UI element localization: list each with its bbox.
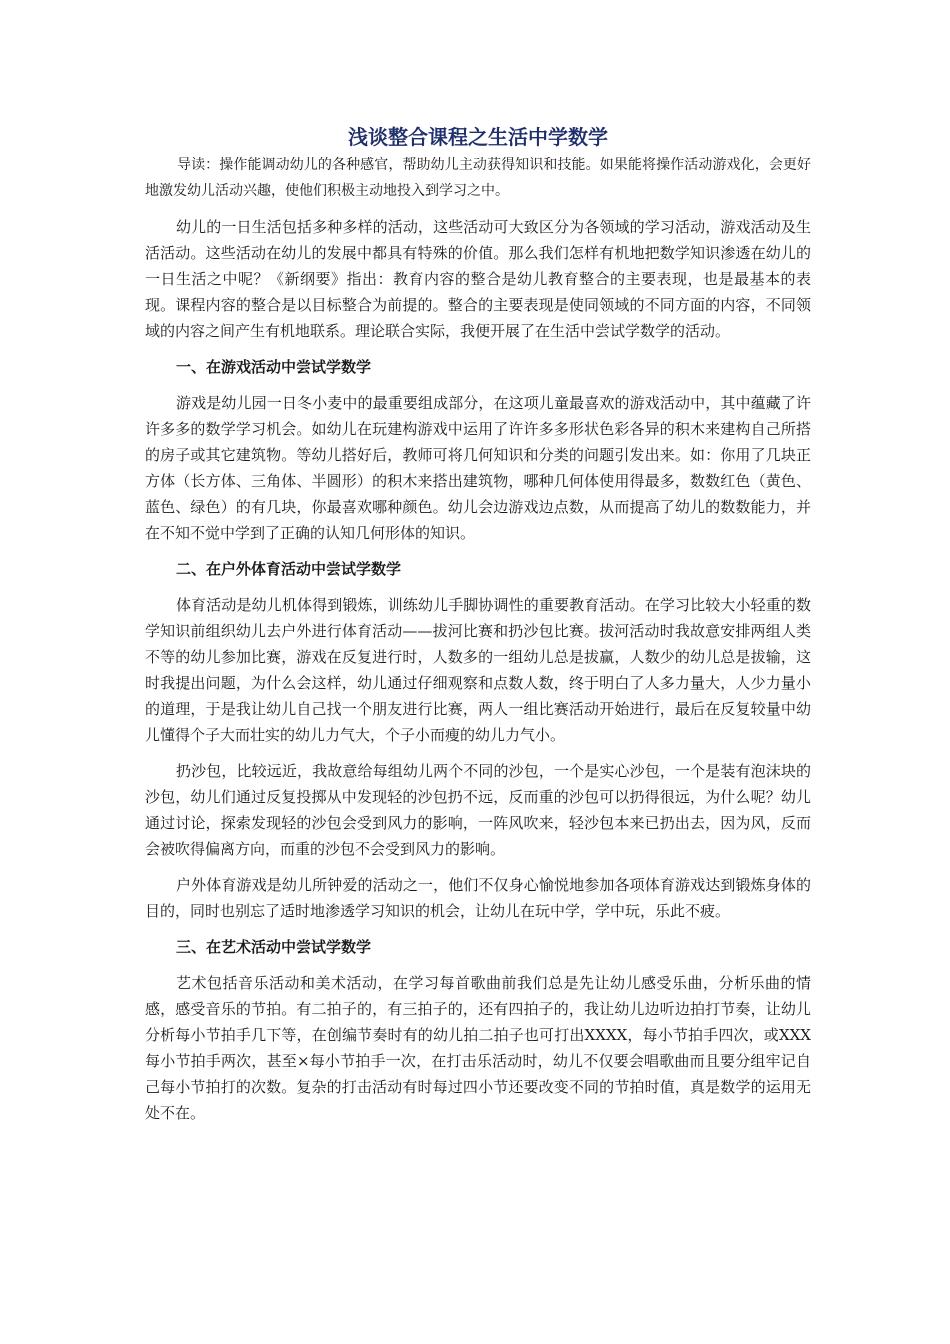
section-paragraph: 户外体育游戏是幼儿所钟爱的活动之一，他们不仅身心愉悦地参加各项体育游戏达到锻炼身体的目的，同时也别忘了适时地渗透学习知识的机会，让幼儿在玩中学，学中玩，乐此不疲。 [145, 876, 811, 920]
page-title: 浅谈整合课程之生活中学数学 [348, 125, 608, 149]
section-paragraph: 艺术包括音乐活动和美术活动，在学习每首歌曲前我们总是先让幼儿感受乐曲，分析乐曲的情感，感受音乐的节拍。有二拍子的，有三拍子的，还有四拍子的，我让幼儿边听边拍打节奏，让幼儿分析每小节拍手几下等，在创编节奏时有的幼儿拍二拍子也可打出XXXX，每小节拍手四次，或XXX每小节拍手两次，甚至×每小节拍手一次，在打击乐活动时，幼儿不仅要会唱歌曲而且要分组牢记自己每小节拍打的次数。复杂的打击活动有时每过四小节还要改变不同的节拍时值，真是数学的运用无处不在。 [145, 974, 811, 1122]
section-paragraph: 游戏是幼儿园一日冬小麦中的最重要组成部分，在这项儿童最喜欢的游戏活动中，其中蕴藏了许许多多的数学学习机会。如幼儿在玩建构游戏中运用了许许多多形状色彩各异的积木来建构自己所搭的房子或其它建筑物。等幼儿搭好后，教师可将几何知识和分类的问题引发出来。如：你用了几块正方体（长方体、三角体、半圆形）的积木来搭出建筑物，哪种几何体使用得最多，数数红色（黄色、蓝色、绿色）的有几块，你最喜欢哪种颜色。幼儿会边游戏边点数，从而提高了幼儿的数数能力，并在不知不觉中学到了正确的认知几何形体的知识。 [145, 394, 811, 542]
document-page [145, 122, 811, 1136]
lead-paragraph: 导读：操作能调动幼儿的各种感官，帮助幼儿主动获得知识和技能。如果能将操作活动游戏化，会更好地激发幼儿活动兴趣，使他们积极主动地投入到学习之中。 [145, 157, 811, 199]
section-heading-outdoor: 二、在户外体育活动中尝试学数学 [176, 560, 402, 578]
intro-paragraph: 幼儿的一日生活包括多种多样的活动，这些活动可大致区分为各领域的学习活动，游戏活动及生活活动。这些活动在幼儿的发展中都具有特殊的价值。那么我们怎样有机地把数学知识渗透在幼儿的一日生活之中呢？《新纲要》指出：教育内容的整合是幼儿教育整合的主要表现，也是最基本的表现。课程内容的整合是以目标整合为前提的。整合的主要表现是使同领域的不同方面的内容，不同领域的内容之间产生有机地联系。理论联合实际，我便开展了在生活中尝试学数学的活动。 [145, 218, 811, 340]
section-heading-art: 三、在艺术活动中尝试学数学 [176, 938, 372, 956]
section-paragraph: 体育活动是幼儿机体得到锻炼，训练幼儿手脚协调性的重要教育活动。在学习比较大小轻重的数学知识前组织幼儿去户外进行体育活动——拔河比赛和扔沙包比赛。拔河活动时我故意安排两组人类不等的幼儿参加比赛，游戏在反复进行时，人数多的一组幼儿总是拔赢，人数少的幼儿总是拔输，这时我提出问题，为什么会这样，幼儿通过仔细观察和点数人数，终于明白了人多力量大，人少力量小的道理，于是我让幼儿自己找一个朋友进行比赛，两人一组比赛活动开始进行，最后在反复较量中幼儿懂得个子大而壮实的幼儿力气大，个子小而瘦的幼儿力气小。 [145, 596, 811, 744]
section-heading-game: 一、在游戏活动中尝试学数学 [176, 358, 372, 376]
section-paragraph: 扔沙包，比较远近，我故意给每组幼儿两个不同的沙包，一个是实心沙包，一个是装有泡沫块的沙包，幼儿们通过反复投掷从中发现轻的沙包扔不远，反而重的沙包可以扔得很远，为什么呢？幼儿通过讨论，探索发现轻的沙包会受到风力的影响，一阵风吹来，轻沙包本来已扔出去，因为风，反而会被吹得偏离方向，而重的沙包不会受到风力的影响。 [145, 762, 811, 858]
